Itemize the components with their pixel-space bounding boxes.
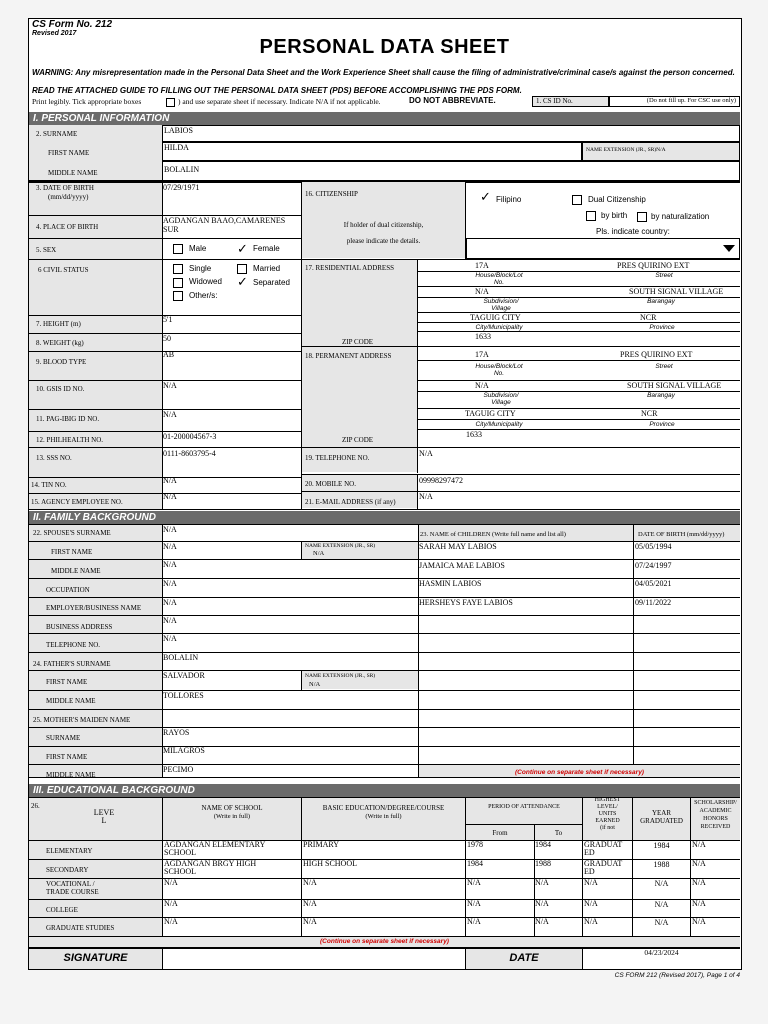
civil-single-label: Single xyxy=(189,264,212,273)
civil-others-label: Other/s: xyxy=(189,291,218,300)
agency-employee-label: 15. AGENCY EMPLOYEE NO. xyxy=(31,498,123,506)
education-year-graduated[interactable]: N/A xyxy=(654,879,669,888)
email-value[interactable]: N/A xyxy=(419,492,433,501)
citizenship-by-birth-checkbox[interactable] xyxy=(586,211,596,221)
citizenship-dual-checkbox[interactable] xyxy=(572,195,582,205)
education-school-continued: SCHOOL xyxy=(164,848,197,857)
signature-field[interactable] xyxy=(163,949,465,969)
child-dob[interactable]: 07/24/1997 xyxy=(635,561,672,570)
sex-female-check-icon[interactable]: ✓ xyxy=(237,242,248,257)
res-subdivision-caption: Subdivision/ Village xyxy=(483,298,519,312)
spouse-first-name-value[interactable]: N/A xyxy=(163,542,177,551)
print-legibly-text: Print legibly. Tick appropriate boxes xyxy=(32,97,142,106)
tin-value[interactable]: N/A xyxy=(163,476,177,485)
civil-separated-label: Separated xyxy=(253,278,290,287)
res-street-value[interactable]: PRES QUIRINO EXT xyxy=(617,261,690,270)
education-units-header: HIGHEST LEVEL/ UNITS EARNED (if not xyxy=(594,797,621,831)
spouse-surname-label: 22. SPOUSE'S SURNAME xyxy=(33,529,111,537)
tick-example-checkbox xyxy=(166,98,175,107)
dual-note-line2: please indicate the details. xyxy=(346,237,421,245)
civil-married-checkbox[interactable] xyxy=(237,264,247,274)
father-name-ext-label: NAME EXTENSION (JR., SR) xyxy=(305,673,376,679)
child-dob[interactable]: 09/11/2022 xyxy=(635,598,672,607)
dob-value[interactable]: 07/29/1971 xyxy=(163,183,200,192)
mother-middle-name-value[interactable]: PECIMO xyxy=(163,765,194,774)
citizenship-by-birth-label: by birth xyxy=(601,211,628,220)
philhealth-label: 12. PHILHEALTH NO. xyxy=(36,436,104,444)
education-course[interactable]: N/A xyxy=(303,917,317,926)
read-guide-text: READ THE ATTACHED GUIDE TO FILLING OUT THE PERSONAL DATA SHEET (PDS) BEFORE ACCOMPLISHING THE PDS FORM. xyxy=(32,86,522,95)
civil-married-label: Married xyxy=(253,264,281,273)
name-extension-field[interactable]: NAME EXTENSION (JR., SR)N/A xyxy=(582,142,740,161)
chevron-down-icon[interactable] xyxy=(723,245,735,252)
perm-city-value[interactable]: TAGUIG CITY xyxy=(465,409,516,418)
sex-male-label: Male xyxy=(189,244,207,253)
father-surname-value[interactable]: BOLALIN xyxy=(163,653,199,662)
spouse-surname-value[interactable]: N/A xyxy=(163,525,177,534)
child-name[interactable]: HERSHEYS FAYE LABIOS xyxy=(419,598,513,607)
citizenship-filipino-label: Filipino xyxy=(496,195,522,204)
res-house-value[interactable]: 17A xyxy=(475,261,489,270)
pob-value-line1[interactable]: AGDANGAN BAAO,CAMARENES xyxy=(163,216,286,225)
pob-value-line2[interactable]: SUR xyxy=(163,225,179,234)
education-units[interactable]: GRADUAT xyxy=(584,840,623,849)
education-to[interactable]: N/A xyxy=(535,917,549,926)
page-title: PERSONAL DATA SHEET xyxy=(259,36,510,58)
cs-id-label-box: 1. CS ID No. xyxy=(532,96,609,107)
citizenship-filipino-check-icon[interactable]: ✓ xyxy=(480,190,491,205)
perm-subdivision-value[interactable]: N/A xyxy=(475,381,489,390)
civil-status-label: 6 CIVIL STATUS xyxy=(38,266,89,274)
children-name-header: 23. NAME of CHILDREN (Write full name and list all) xyxy=(420,531,566,538)
education-to[interactable]: 1984 xyxy=(535,840,551,849)
education-course[interactable]: HIGH SCHOOL xyxy=(303,859,357,868)
education-continue-note: (Continue on separate sheet if necessary) xyxy=(320,938,449,945)
sex-female-label: Female xyxy=(253,244,280,253)
res-subdivision-value[interactable]: N/A xyxy=(475,287,489,296)
education-to[interactable]: N/A xyxy=(535,899,549,908)
education-year-graduated[interactable]: 1988 xyxy=(653,860,670,869)
education-school[interactable]: AGDANGAN ELEMENTARY xyxy=(164,840,266,849)
perm-province-value[interactable]: NCR xyxy=(641,409,658,418)
child-dob[interactable]: 04/05/2021 xyxy=(635,579,672,588)
education-from[interactable]: 1978 xyxy=(467,840,483,849)
mother-first-name-value[interactable]: MILAGROS xyxy=(163,746,205,755)
perm-barangay-value[interactable]: SOUTH SIGNAL VILLAGE xyxy=(627,381,722,390)
separate-sheet-text: ) and use separate sheet if necessary. Indicate N/A if not applicable. xyxy=(178,97,381,106)
date-label: DATE xyxy=(509,952,539,964)
citizenship-country-label: Pls. indicate country: xyxy=(596,227,670,236)
civil-single-checkbox[interactable] xyxy=(173,264,183,274)
child-name[interactable]: JAMAICA MAE LABIOS xyxy=(419,561,505,570)
gsis-value[interactable]: N/A xyxy=(163,381,177,390)
residential-zip-label: ZIP CODE xyxy=(342,338,374,346)
first-name-label: FIRST NAME xyxy=(48,149,90,157)
perm-province-caption: Province xyxy=(649,421,675,428)
dob-label: 3. DATE OF BIRTH xyxy=(36,184,94,192)
education-units[interactable]: N/A xyxy=(584,917,598,926)
first-name-field[interactable]: HILDA xyxy=(162,142,582,161)
education-to-header: To xyxy=(554,829,563,837)
mother-first-name-label: FIRST NAME xyxy=(46,753,88,761)
civil-widowed-label: Widowed xyxy=(189,277,222,286)
mother-surname-label: SURNAME xyxy=(46,734,81,742)
height-value[interactable]: 5'1 xyxy=(163,315,173,324)
education-school[interactable]: N/A xyxy=(164,878,178,887)
business-address-label: BUSINESS ADDRESS xyxy=(46,623,113,631)
education-from[interactable]: N/A xyxy=(467,917,481,926)
sss-value[interactable]: 0111-8603795-4 xyxy=(163,449,216,458)
dual-note-line1: If holder of dual citizenship, xyxy=(343,221,424,229)
spouse-first-name-label: FIRST NAME xyxy=(51,548,93,556)
res-city-value[interactable]: TAGUIG CITY xyxy=(470,313,521,322)
children-dob-header: DATE OF BIRTH (mm/dd/yyyy) xyxy=(638,531,725,538)
res-province-caption: Province xyxy=(649,324,675,331)
child-name[interactable]: HASMIN LABIOS xyxy=(419,579,482,588)
telephone-label: 19. TELEPHONE NO. xyxy=(305,454,370,462)
spouse-middle-name-value[interactable]: N/A xyxy=(163,560,177,569)
mobile-value[interactable]: 09998297472 xyxy=(419,476,463,485)
sss-label: 13. SSS NO. xyxy=(36,454,72,462)
signature-label: SIGNATURE xyxy=(63,952,128,964)
mother-middle-name-label: MIDDLE NAME xyxy=(46,771,96,779)
business-address-value[interactable]: N/A xyxy=(163,616,177,625)
res-city-caption: City/Municipality xyxy=(475,324,523,331)
height-label: 7. HEIGHT (m) xyxy=(36,320,81,328)
pob-label: 4. PLACE OF BIRTH xyxy=(36,223,99,231)
education-level: COLLEGE xyxy=(46,906,78,914)
father-middle-name-value[interactable]: TOLLORES xyxy=(163,691,204,700)
residential-address-label: 17. RESIDENTIAL ADDRESS xyxy=(305,264,394,272)
mother-surname-value[interactable]: RAYOS xyxy=(163,728,190,737)
education-school-header: NAME OF SCHOOL (Write in full) xyxy=(201,804,263,820)
section-family-background: II. FAMILY BACKGROUND xyxy=(29,511,740,524)
education-school[interactable]: N/A xyxy=(164,899,178,908)
weight-label: 8. WEIGHT (kg) xyxy=(36,339,84,347)
email-label: 21. E-MAIL ADDRESS (if any) xyxy=(305,498,396,506)
res-zip-value[interactable]: 1633 xyxy=(475,332,491,341)
spouse-telephone-label: TELEPHONE NO. xyxy=(46,641,101,649)
spouse-telephone-value[interactable]: N/A xyxy=(163,634,177,643)
education-units-continued: ED xyxy=(584,867,595,876)
sex-male-checkbox[interactable] xyxy=(173,244,183,254)
mother-maiden-name-label: 25. MOTHER'S MAIDEN NAME xyxy=(33,716,131,724)
middle-name-field[interactable]: BOLALIN xyxy=(162,161,740,181)
philhealth-value[interactable]: 01-200004567-3 xyxy=(163,432,217,441)
education-school[interactable]: AGDANGAN BRGY HIGH xyxy=(164,859,257,868)
perm-house-value[interactable]: 17A xyxy=(475,350,489,359)
country-select[interactable] xyxy=(466,238,740,259)
personal-data-sheet xyxy=(28,18,742,970)
education-level: ELEMENTARY xyxy=(46,847,93,855)
employer-label: EMPLOYER/BUSINESS NAME xyxy=(46,604,142,612)
education-year-graduated[interactable]: N/A xyxy=(654,900,669,909)
education-year-header: YEAR GRADUATED xyxy=(640,809,683,825)
gsis-label: 10. GSIS ID NO. xyxy=(36,385,85,393)
education-number: 26. xyxy=(31,802,40,810)
tin-label: 14. TIN NO. xyxy=(31,481,67,489)
permanent-address-label: 18. PERMANENT ADDRESS xyxy=(305,352,392,360)
education-from[interactable]: N/A xyxy=(467,878,481,887)
res-street-caption: Street xyxy=(655,272,673,279)
education-honors[interactable]: N/A xyxy=(692,840,706,849)
child-dob[interactable]: 05/05/1994 xyxy=(635,542,672,551)
education-honors-header: SCHOLARSHIP/ ACADEMIC HONORS RECEIVED xyxy=(694,800,737,830)
middle-name-label: MIDDLE NAME xyxy=(48,169,98,177)
education-honors[interactable]: N/A xyxy=(692,859,706,868)
sex-label: 5. SEX xyxy=(36,246,57,254)
father-name-ext-value[interactable]: N/A xyxy=(309,681,321,688)
education-units[interactable]: N/A xyxy=(584,878,598,887)
education-to[interactable]: N/A xyxy=(535,878,549,887)
education-year-graduated[interactable]: N/A xyxy=(654,918,669,927)
education-honors[interactable]: N/A xyxy=(692,917,706,926)
education-school-continued: SCHOOL xyxy=(164,867,197,876)
revision-label: Revised 2017 xyxy=(32,30,77,37)
res-house-caption: House/Block/Lot No. xyxy=(475,272,523,286)
education-year-graduated[interactable]: 1984 xyxy=(653,841,670,850)
citizenship-by-naturalization-checkbox[interactable] xyxy=(637,212,647,222)
weight-value[interactable]: 50 xyxy=(163,334,171,343)
citizenship-dual-label: Dual Citizenship xyxy=(588,195,646,204)
perm-house-caption: House/Block/Lot No. xyxy=(475,363,523,377)
education-level: GRADUATE STUDIES xyxy=(46,924,115,932)
perm-barangay-caption: Barangay xyxy=(647,392,675,399)
citizenship-by-naturalization-label: by naturalization xyxy=(651,212,710,221)
pagibig-label: 11. PAG-IBIG ID NO. xyxy=(36,415,100,423)
education-honors[interactable]: N/A xyxy=(692,899,706,908)
education-school[interactable]: N/A xyxy=(164,917,178,926)
surname-field[interactable]: LABIOS xyxy=(162,125,740,142)
education-level-continued: TRADE COURSE xyxy=(46,888,99,896)
education-course[interactable]: N/A xyxy=(303,878,317,887)
education-level: VOCATIONAL / xyxy=(46,880,95,888)
permanent-zip-label: ZIP CODE xyxy=(342,436,374,444)
education-honors[interactable]: N/A xyxy=(692,878,706,887)
civil-widowed-checkbox[interactable] xyxy=(173,278,183,288)
education-units[interactable]: N/A xyxy=(584,899,598,908)
citizenship-label: 16. CITIZENSHIP xyxy=(305,190,358,198)
education-units-continued: ED xyxy=(584,848,595,857)
employer-value[interactable]: N/A xyxy=(163,598,177,607)
father-middle-name-label: MIDDLE NAME xyxy=(46,697,96,705)
blood-type-label: 9. BLOOD TYPE xyxy=(36,358,87,366)
perm-city-caption: City/Municipality xyxy=(475,421,523,428)
civil-others-checkbox[interactable] xyxy=(173,291,183,301)
pagibig-value[interactable]: N/A xyxy=(163,410,177,419)
education-from[interactable]: N/A xyxy=(467,899,481,908)
education-course[interactable]: N/A xyxy=(303,899,317,908)
res-barangay-caption: Barangay xyxy=(647,298,675,305)
perm-subdivision-caption: Subdivision/ Village xyxy=(483,392,519,406)
occupation-value[interactable]: N/A xyxy=(163,579,177,588)
date-value[interactable]: 04/23/2024 xyxy=(644,948,679,957)
occupation-label: OCCUPATION xyxy=(46,586,90,594)
blood-type-value[interactable]: AB xyxy=(163,350,175,359)
father-surname-label: 24. FATHER'S SURNAME xyxy=(33,660,111,668)
spouse-name-ext-label: NAME EXTENSION (JR., SR) xyxy=(305,543,376,549)
dob-format-label: (mm/dd/yyyy) xyxy=(48,193,89,201)
education-units[interactable]: GRADUAT xyxy=(584,859,623,868)
do-not-abbreviate: DO NOT ABBREVIATE. xyxy=(409,96,496,105)
cs-id-field[interactable]: (Do not fill up. For CSC use only) xyxy=(609,96,740,107)
perm-street-value[interactable]: PRES QUIRINO EXT xyxy=(620,350,693,359)
civil-separated-check-icon[interactable]: ✓ xyxy=(237,275,248,290)
father-first-name-label: FIRST NAME xyxy=(46,678,88,686)
form-number: CS Form No. 212 xyxy=(32,19,113,30)
child-name[interactable]: SARAH MAY LABIOS xyxy=(419,542,497,551)
section-educational-background: III. EDUCATIONAL BACKGROUND xyxy=(29,784,740,797)
section-personal-information: I. PERSONAL INFORMATION xyxy=(29,112,740,125)
agency-employee-value[interactable]: N/A xyxy=(163,492,177,501)
perm-zip-value[interactable]: 1633 xyxy=(466,430,482,439)
education-level-header: LEVE L xyxy=(93,808,115,825)
education-course[interactable]: PRIMARY xyxy=(303,840,340,849)
education-to[interactable]: 1988 xyxy=(535,859,551,868)
children-continue-note: (Continue on separate sheet if necessary) xyxy=(515,769,644,776)
surname-label: 2. SURNAME xyxy=(36,130,78,138)
father-first-name-value[interactable]: SALVADOR xyxy=(163,671,205,680)
education-level: SECONDARY xyxy=(46,866,89,874)
perm-street-caption: Street xyxy=(655,363,673,370)
form-reference: CS FORM 212 (Revised 2017), Page 1 of 4 xyxy=(614,972,740,979)
education-from-header: From xyxy=(492,829,508,837)
mobile-label: 20. MOBILE NO. xyxy=(305,480,356,488)
education-from[interactable]: 1984 xyxy=(467,859,483,868)
spouse-name-ext-value[interactable]: N/A xyxy=(313,550,325,557)
education-period-header: PERIOD OF ATTENDANCE xyxy=(488,804,560,810)
res-barangay-value[interactable]: SOUTH SIGNAL VILLAGE xyxy=(629,287,724,296)
telephone-value[interactable]: N/A xyxy=(419,449,433,458)
spouse-middle-name-label: MIDDLE NAME xyxy=(51,567,101,575)
education-course-header: BASIC EDUCATION/DEGREE/COURSE (Write in full) xyxy=(322,804,445,820)
res-province-value[interactable]: NCR xyxy=(640,313,657,322)
warning-text: WARNING: Any misrepresentation made in the Personal Data Sheet and the Work Experience Sheet shall cause the filing of administrative/criminal case/s against the person concerned. xyxy=(32,68,735,77)
